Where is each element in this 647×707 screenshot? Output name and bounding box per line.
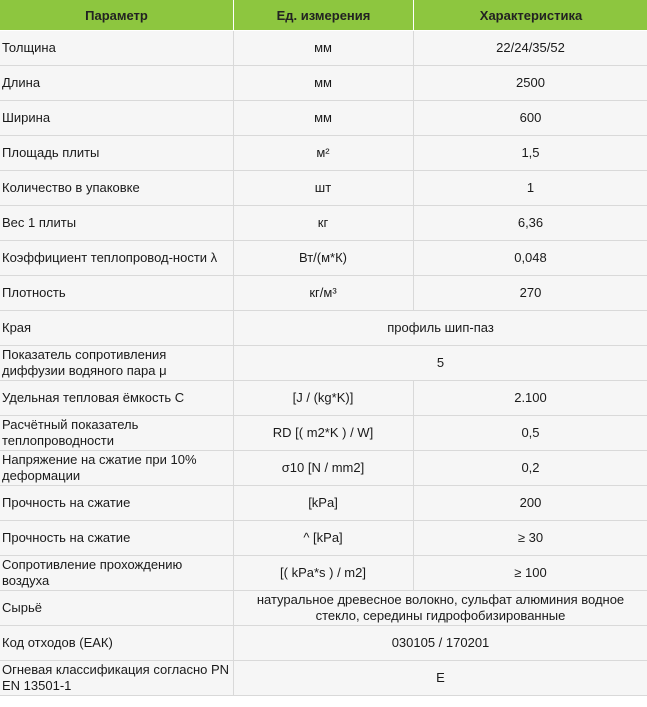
table-row (0, 346, 647, 381)
table-row (0, 591, 647, 626)
unit-cell: σ10 [N / mm2] (234, 451, 414, 486)
merged-value-cell: 5 (234, 346, 647, 381)
value-cell: 2500 (414, 66, 647, 101)
parameter-cell: Прочность на сжатие (0, 486, 234, 521)
parameter-cell: Коэффициент теплопровод-ности λ (0, 241, 234, 276)
unit-cell: кг/м³ (234, 276, 414, 311)
parameter-cell: Плотность (0, 276, 234, 311)
merged-value-cell: E (234, 661, 647, 696)
table-row (0, 521, 647, 556)
parameter-cell: Сырьё (0, 591, 234, 626)
unit-cell: мм (234, 101, 414, 136)
merged-value-cell: 030105 / 170201 (234, 626, 647, 661)
parameter-cell: Толщина (0, 31, 234, 66)
value-cell: 0,5 (414, 416, 647, 451)
unit-cell: м² (234, 136, 414, 171)
table-row (0, 206, 647, 241)
header-unit: Ед. измерения (234, 0, 414, 31)
table-row (0, 661, 647, 696)
value-cell: 270 (414, 276, 647, 311)
unit-cell: кг (234, 206, 414, 241)
header-characteristic: Характеристика (414, 0, 647, 31)
parameter-cell: Прочность на сжатие (0, 521, 234, 556)
table-row (0, 241, 647, 276)
unit-cell: Вт/(м*К) (234, 241, 414, 276)
value-cell: 600 (414, 101, 647, 136)
header-parameter: Параметр (0, 0, 234, 31)
value-cell: 0,2 (414, 451, 647, 486)
parameter-cell: Огневая классификация согласно PN EN 13501-1 (0, 661, 234, 696)
parameter-cell: Напряжение на сжатие при 10% деформации (0, 451, 234, 486)
value-cell: 6,36 (414, 206, 647, 241)
table-row (0, 101, 647, 136)
table-header-row (0, 0, 647, 31)
parameter-cell: Площадь плиты (0, 136, 234, 171)
parameter-cell: Расчётный показатель теплопроводности (0, 416, 234, 451)
unit-cell: мм (234, 31, 414, 66)
value-cell: 200 (414, 486, 647, 521)
parameter-cell: Вес 1 плиты (0, 206, 234, 241)
value-cell: 22/24/35/52 (414, 31, 647, 66)
unit-cell: [( kPa*s ) / m2] (234, 556, 414, 591)
table-row (0, 66, 647, 101)
table-row (0, 311, 647, 346)
unit-cell: [J / (kg*K)] (234, 381, 414, 416)
table-row (0, 136, 647, 171)
table-row (0, 276, 647, 311)
parameter-cell: Ширина (0, 101, 234, 136)
unit-cell: шт (234, 171, 414, 206)
unit-cell: мм (234, 66, 414, 101)
value-cell: 1,5 (414, 136, 647, 171)
table-row (0, 451, 647, 486)
parameter-cell: Показатель сопротивления диффузии водяного пара μ (0, 346, 234, 381)
table-row (0, 556, 647, 591)
value-cell: 2.100 (414, 381, 647, 416)
parameter-cell: Количество в упаковке (0, 171, 234, 206)
parameter-cell: Длина (0, 66, 234, 101)
value-cell: ≥ 100 (414, 556, 647, 591)
table-row (0, 486, 647, 521)
table-row (0, 171, 647, 206)
unit-cell: [kPa] (234, 486, 414, 521)
parameter-cell: Удельная тепловая ёмкость С (0, 381, 234, 416)
unit-cell: ^ [kPa] (234, 521, 414, 556)
table-row (0, 381, 647, 416)
value-cell: 1 (414, 171, 647, 206)
unit-cell: RD [( m2*K ) / W] (234, 416, 414, 451)
table-row (0, 416, 647, 451)
merged-value-cell: натуральное древесное волокно, сульфат алюминия водное стекло, середины гидрофобизированные (234, 591, 647, 626)
parameter-cell: Код отходов (ЕАК) (0, 626, 234, 661)
value-cell: ≥ 30 (414, 521, 647, 556)
parameter-cell: Сопротивление прохождению воздуха (0, 556, 234, 591)
table-row (0, 31, 647, 66)
merged-value-cell: профиль шип-паз (234, 311, 647, 346)
value-cell: 0,048 (414, 241, 647, 276)
table-row (0, 626, 647, 661)
parameter-cell: Края (0, 311, 234, 346)
